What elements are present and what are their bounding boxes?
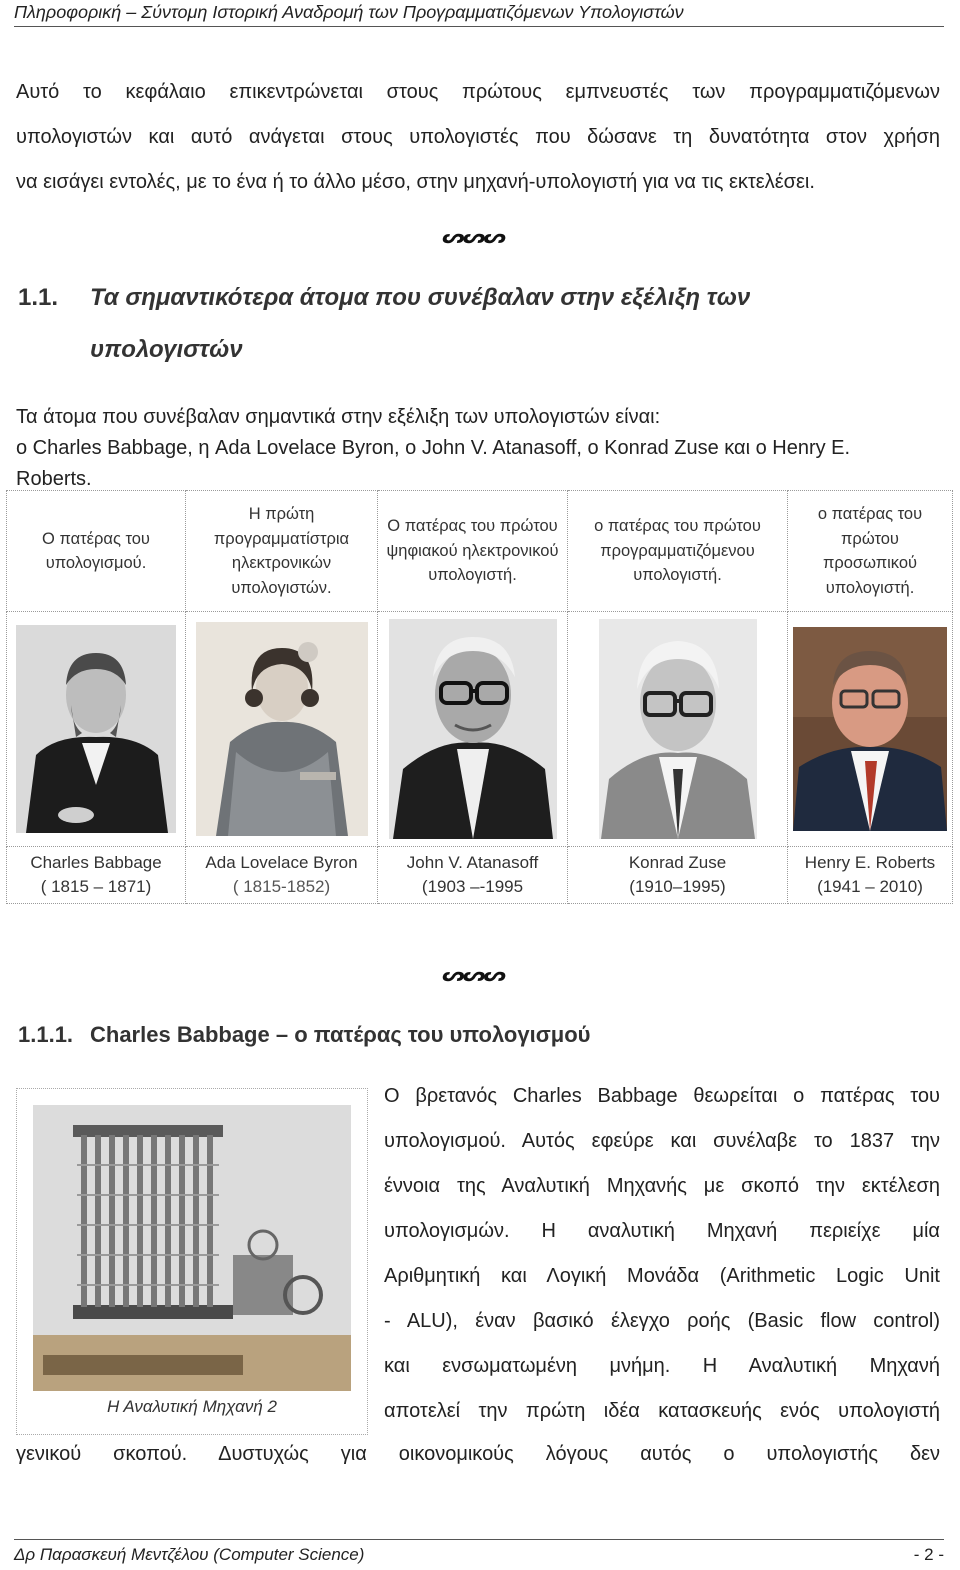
- body-line: έννοια της Αναλυτική Μηχανής με σκοπό την εκτέλεση: [384, 1175, 940, 1197]
- body-line: και ενσωματωμένη μνήμη. Η Αναλυτική Μηχανή: [384, 1355, 940, 1377]
- person-years: ( 1815 – 1871): [40, 877, 152, 896]
- portrait-atanasoff: [389, 619, 557, 839]
- person-description: Ο πατέρας του υπολογισμού.: [7, 491, 186, 612]
- body-line-full: γενικού σκοπού. Δυστυχώς για οικονομικούς λόγους αυτός ο υπολογιστής δεν: [16, 1443, 940, 1465]
- section-number: 1.1.: [18, 284, 59, 311]
- analytical-engine-image: [33, 1105, 351, 1391]
- portrait-lovelace: [196, 622, 368, 836]
- portrait-babbage: [16, 625, 176, 833]
- intro-line: υπολογιστών και αυτό ανάγεται στους υπολογιστές που δώσανε τη δυνατότητα στον χρήση: [16, 126, 940, 148]
- analytical-engine-figure: [16, 1088, 368, 1435]
- portrait-roberts: [793, 627, 947, 831]
- section-title-line2: υπολογιστών: [90, 336, 243, 363]
- intro-line: να εισάγει εντολές, με το ένα ή το άλλο μέσο, στην μηχανή-υπολογιστή για να τις εκτελέσει.: [16, 171, 815, 193]
- header-title: Πληροφορική – Σύντομη Ιστορική Αναδρομή των Προγραμματιζόμενων Υπολογιστών: [14, 2, 684, 22]
- intro-paragraph: [16, 70, 940, 205]
- person-years: ( 1815-1852): [232, 877, 331, 896]
- person-years: (1941 – 2010): [817, 877, 923, 896]
- lead-line: Τα άτομα που συνέβαλαν σημαντικά στην εξέλιξη των υπολογιστών είναι:: [16, 406, 661, 428]
- body-paragraph-right: [384, 1074, 940, 1434]
- page-footer: [14, 1539, 944, 1570]
- person-name: Konrad Zuse: [628, 852, 727, 872]
- figure-caption: Η Αναλυτική Μηχανή 2: [107, 1397, 277, 1416]
- person-name: John V. Atanasoff: [406, 852, 539, 872]
- description-row: [7, 491, 953, 612]
- person-description: ο πατέρας του πρώτου προσωπικού υπολογιστή.: [788, 491, 953, 612]
- body-line: - ALU), έναν βασικό έλεγχο ροής (Basic flow control): [384, 1310, 940, 1332]
- footer-author: Δρ Παρασκευή Μεντζέλου (Computer Science): [14, 1545, 365, 1564]
- ornament-divider: ᔕᔕᔕ: [442, 226, 505, 248]
- person-description: Ο πατέρας του πρώτου ψηφιακού ηλεκτρονικού υπολογιστή.: [378, 491, 568, 612]
- body-line: υπολογισμού. Αυτός εφεύρε και συνέλαβε το 1837 την: [384, 1130, 940, 1152]
- name-row: [7, 847, 953, 904]
- person-years: (1903 –-1995: [421, 877, 524, 896]
- lead-paragraph: [16, 402, 940, 495]
- person-name: Charles Babbage: [30, 852, 162, 872]
- section-heading: [18, 272, 750, 376]
- ornament-divider: ᔕᔕᔕ: [442, 964, 505, 986]
- lead-line: Roberts.: [16, 468, 92, 490]
- person-name: Henry E. Roberts: [804, 852, 936, 872]
- body-line: υπολογισμών. Η αναλυτική Μηχανή περιείχε μία: [384, 1220, 940, 1242]
- subsection-number: 1.1.1.: [18, 1022, 74, 1047]
- body-line: Ο βρετανός Charles Babbage θεωρείται ο πατέρας του: [384, 1085, 940, 1107]
- subsection-title: Charles Babbage – ο πατέρας του υπολογισμού: [90, 1022, 591, 1047]
- page-number: - 2 -: [913, 1545, 944, 1564]
- portrait-zuse: [599, 619, 757, 839]
- running-header: [14, 0, 944, 27]
- person-description: ο πατέρας του πρώτου προγραμματιζόμενου υπολογιστή.: [568, 491, 788, 612]
- subsection-heading: [18, 1022, 590, 1048]
- intro-line: Αυτό το κεφάλαιο επικεντρώνεται στους πρώτους εμπνευστές των προγραμματιζόμενων: [16, 81, 940, 103]
- lead-line: ο Charles Babbage, η Ada Lovelace Byron, ο John V. Atanasoff, ο Konrad Zuse και ο Henry E.: [16, 437, 851, 459]
- people-table: [6, 490, 953, 904]
- person-years: (1910–1995): [629, 877, 726, 896]
- person-description: Η πρώτη προγραμματίστρια ηλεκτρονικών υπολογιστών.: [186, 491, 378, 612]
- photo-row: [7, 612, 953, 847]
- body-line: Αριθμητική και Λογική Μονάδα (Arithmetic Logic Unit: [384, 1265, 940, 1287]
- body-line: αποτελεί την πρώτη ιδέα κατασκευής ενός υπολογιστή: [384, 1400, 940, 1422]
- section-title-line1: Τα σημαντικότερα άτομα που συνέβαλαν στην εξέλιξη των: [90, 284, 751, 311]
- person-name: Ada Lovelace Byron: [205, 852, 358, 872]
